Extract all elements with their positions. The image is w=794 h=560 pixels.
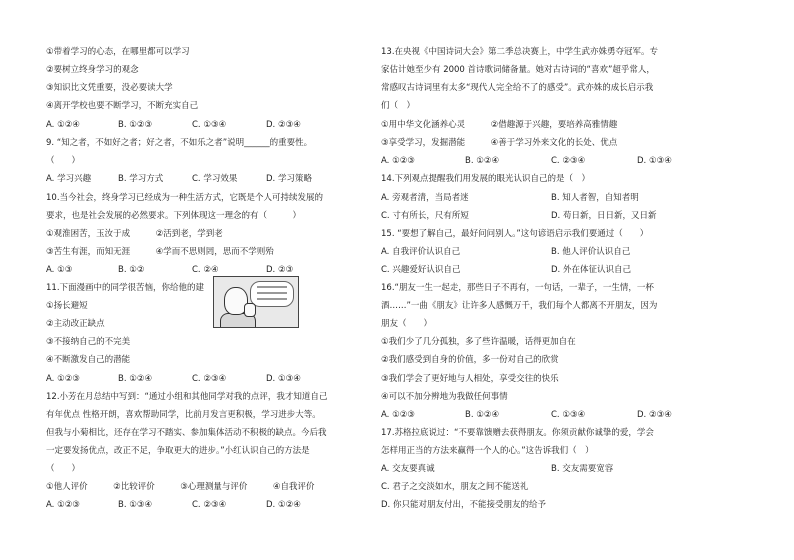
choice-d[interactable]: D. ①③④ [266,374,301,384]
question-12-blank: （ ） [46,464,81,474]
question-16-blank: 朋友（ ） [381,319,433,329]
choice-a[interactable]: A. ①②③ [381,410,415,420]
option-statement: ①他人评价 ②比较评价 ③心理测量与评价 ④自我评价 [46,482,315,492]
choice-d[interactable]: D. ①②④ [266,500,301,510]
option-statement: ②要树立终身学习的观念 [46,65,139,75]
option-statement: ②主动改正缺点 [46,319,105,329]
choice-c[interactable]: C. ②④ [192,265,219,275]
question-16: 16.“朋友一生一起走，那些日子不再有，一句话，一辈子，一生情，一杯 [381,283,654,293]
question-11: 11.下面漫画中的同学很苦恼，你给他的建 [46,283,205,293]
choice-c[interactable]: C. ②③④ [192,374,227,384]
choice-a[interactable]: A. ①②③ [46,500,80,510]
question-9: 9. “知之者，不如好之者；好之者，不如乐之者”说明______的重要性。 [46,138,313,148]
choice-b[interactable]: B. 他人评价认识自己 [551,247,631,257]
choice-b[interactable]: B. 交友需要宽容 [551,464,614,474]
option-statement: ③苦生有涯，而知无涯 ④学而不思则罔，思而不学则殆 [46,247,274,257]
question-13: 家估计她至少有 2000 首诗歌词储备量。她对古诗词的“喜欢”超乎常人， [381,65,655,75]
option-statement: ①我们少了几分孤独，多了些许温暖，话得更加自在 [381,337,576,347]
question-12: 但我与小菊相比，还存在学习不踏实、参加集体活动不积极的缺点。今后我 [46,428,327,438]
choice-b[interactable]: B. ①②④ [118,374,153,384]
choice-c[interactable]: C. ①③④ [192,120,227,130]
question-12: 12.小芳在月总结中写到：“通过小组和其他同学对我的点评，我才知道自己 [46,392,328,402]
hand-icon [244,303,256,317]
question-13-blank: 们（ ） [381,101,416,111]
choice-c[interactable]: C. ①③④ [551,410,586,420]
option-statement: ①用中华文化涵养心灵 ②借趣源于兴趣，要培养高雅情趣 [381,120,618,130]
question-16: 酒……”一曲《朋友》让许多人感慨万千，我们每个人都离不开朋友，因为 [381,301,658,311]
choice-a[interactable]: A. 学习兴趣 [46,174,92,184]
option-statement: ③享受学习，发掘潜能 ④善于学习外来文化的长处、优点 [381,138,618,148]
choice-c[interactable]: C. 学习效果 [192,174,238,184]
question-14: 14.下列观点提醒我们用发展的眼光认识自己的是（ ） [381,174,591,184]
choice-a[interactable]: A. ①③ [46,265,73,275]
choice-d[interactable]: D. 学习策略 [266,174,312,184]
option-statement: ②我们感受到自身的价值，多一份对自己的欣赏 [381,355,559,365]
choice-d[interactable]: D. ②③④ [266,120,301,130]
choice-d[interactable]: D. ②③ [266,265,294,275]
choice-c[interactable]: C. ②③④ [551,156,586,166]
cartoon-image [213,276,299,328]
option-statement: ④离开学校也要不断学习，不断充实自己 [46,101,199,111]
option-statement: ③我们学会了更好地与人相处，享受交往的快乐 [381,374,559,384]
option-statement: ③不接纳自己的不完美 [46,337,131,347]
choice-c[interactable]: C. ②③④ [192,500,227,510]
question-12: 一定要发扬优点，改正不足，争取更大的进步。”小红认识自己的方法是 [46,446,310,456]
question-13: 常感叹古诗词里有太多“现代人完全给不了的感受”。武亦姝的成长启示我 [381,83,654,93]
choice-d[interactable]: D. 苟日新，日日新，又日新 [551,211,657,221]
speech-bubble-icon [250,281,294,307]
choice-b[interactable]: B. 学习方式 [118,174,164,184]
question-17: 17.苏格拉底说过：“不要靠馈赠去获得朋友。你须贡献你诚挚的爱，学会 [381,428,654,438]
question-17: 怎样用正当的方法来赢得一个人的心。”这告诉我们（ ） [381,446,594,456]
choice-a[interactable]: A. 交友要真诚 [381,464,435,474]
choice-a[interactable]: A. ①②④ [46,120,80,130]
question-13: 13.在央视《中国诗词大会》第二季总决赛上，中学生武亦姝勇夺冠军。专 [381,47,659,57]
option-statement: ①扬长避短 [46,301,88,311]
question-15: 15. “要想了解自己，最好问问别人。”这句谚语启示我们要通过（ ） [381,229,649,239]
option-statement: ①带着学习的心态，在哪里都可以学习 [46,47,190,57]
option-statement: ①观淮困苦，玉汝于成 ②活到老，学到老 [46,229,223,239]
choice-b[interactable]: B. 知人者智，自知者明 [551,193,639,203]
option-statement: ③知识比文凭重要，没必要读大学 [46,83,173,93]
option-statement: ④可以不加分辨地为我做任何事情 [381,392,508,402]
choice-d[interactable]: D. ②③④ [637,410,672,420]
choice-c[interactable]: C. 兴趣爱好认识自己 [381,265,461,275]
question-10: 要求，也是社会发展的必然要求。下列体现这一理念的有（ ） [46,211,302,221]
question-10: 10.当今社会，终身学习已经成为一种生活方式，它既是个人可持续发展的 [46,193,324,203]
question-9-blank: （ ） [46,156,81,166]
choice-b[interactable]: B. ①②③ [118,120,153,130]
choice-a[interactable]: A. ①②③ [381,156,415,166]
choice-a[interactable]: A. 旁观者清，当局者迷 [381,193,469,203]
choice-d[interactable]: D. ①③④ [637,156,672,166]
choice-b[interactable]: B. ①② [118,265,145,275]
choice-b[interactable]: B. ①③④ [118,500,153,510]
choice-c[interactable]: C. 君子之交淡如水，朋友之间不能送礼 [381,482,529,492]
choice-b[interactable]: B. ①②④ [465,156,500,166]
question-12: 有年优点 性格开朗，喜欢帮助同学，比前月发言更积极，学习进步大等。 [46,410,321,420]
choice-c[interactable]: C. 寸有所长，尺有所短 [381,211,469,221]
choice-d[interactable]: D. 外在体征认识自己 [551,265,631,275]
choice-b[interactable]: B. ①②④ [465,410,500,420]
choice-a[interactable]: A. ①②③ [46,374,80,384]
choice-a[interactable]: A. 自我评价认识自己 [381,247,461,257]
choice-d[interactable]: D. 你只能对朋友付出，不能接受朋友的给予 [381,500,546,510]
option-statement: ④不断激发自己的潜能 [46,355,131,365]
